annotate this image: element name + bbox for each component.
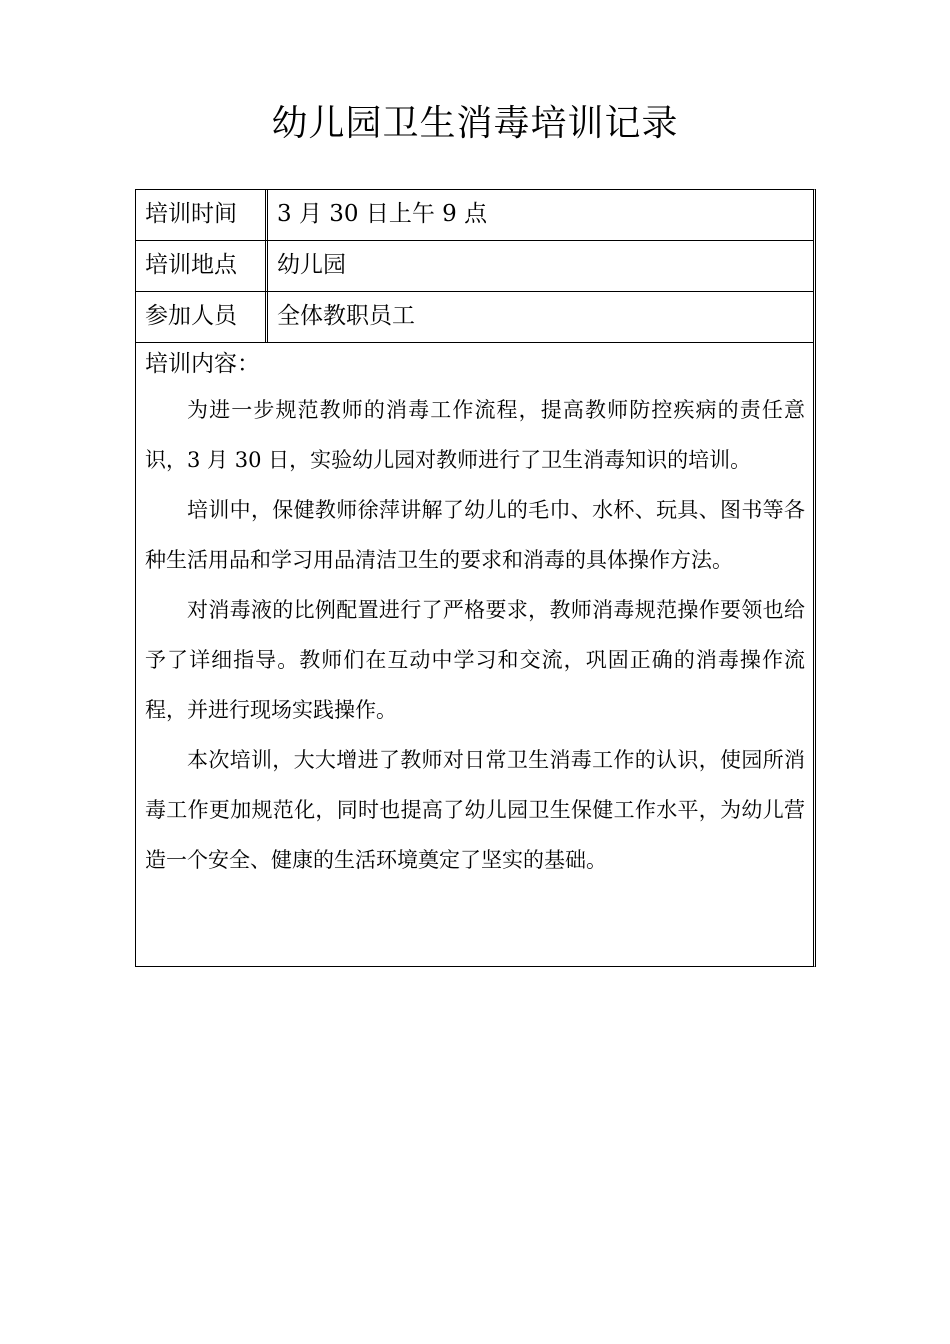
page-title: 幼儿园卫生消毒培训记录	[271, 103, 679, 144]
content-paragraph-1: 为进一步规范教师的消毒工作流程，提高教师防控疾病的责任意识，3 月 30 日，实验幼儿园对教师进行了卫生消毒知识的培训。	[145, 398, 805, 472]
training-location-value: 幼儿园	[277, 252, 346, 278]
training-content-label: 培训内容：	[145, 351, 260, 377]
content-paragraph-3: 对消毒液的比例配置进行了严格要求，教师消毒规范操作要领也给予了详细指导。教师们在互动中学习和交流，巩固正确的消毒操作流程，并进行现场实践操作。	[145, 598, 805, 722]
content-paragraph-2: 培训中，保健教师徐萍讲解了幼儿的毛巾、水杯、玩具、图书等各种生活用品和学习用品清洁卫生的要求和消毒的具体操作方法。	[145, 498, 805, 572]
table-row-participants	[136, 292, 813, 343]
table-row-time	[136, 190, 813, 241]
table-row-location	[136, 241, 813, 292]
training-location-label: 培训地点	[136, 241, 268, 291]
content-paragraph-4: 本次培训，大大增进了教师对日常卫生消毒工作的认识，使园所消毒工作更加规范化，同时也提高了幼儿园卫生保健工作水平，为幼儿营造一个安全、健康的生活环境奠定了坚实的基础。	[145, 748, 805, 872]
training-time-value: 3 月 30 日上午 9 点	[277, 201, 488, 227]
participants-value: 全体教职员工	[277, 303, 415, 329]
training-time-label: 培训时间	[136, 190, 268, 240]
training-content-cell	[136, 343, 813, 966]
participants-label: 参加人员	[136, 292, 268, 342]
training-record-table	[135, 189, 816, 967]
